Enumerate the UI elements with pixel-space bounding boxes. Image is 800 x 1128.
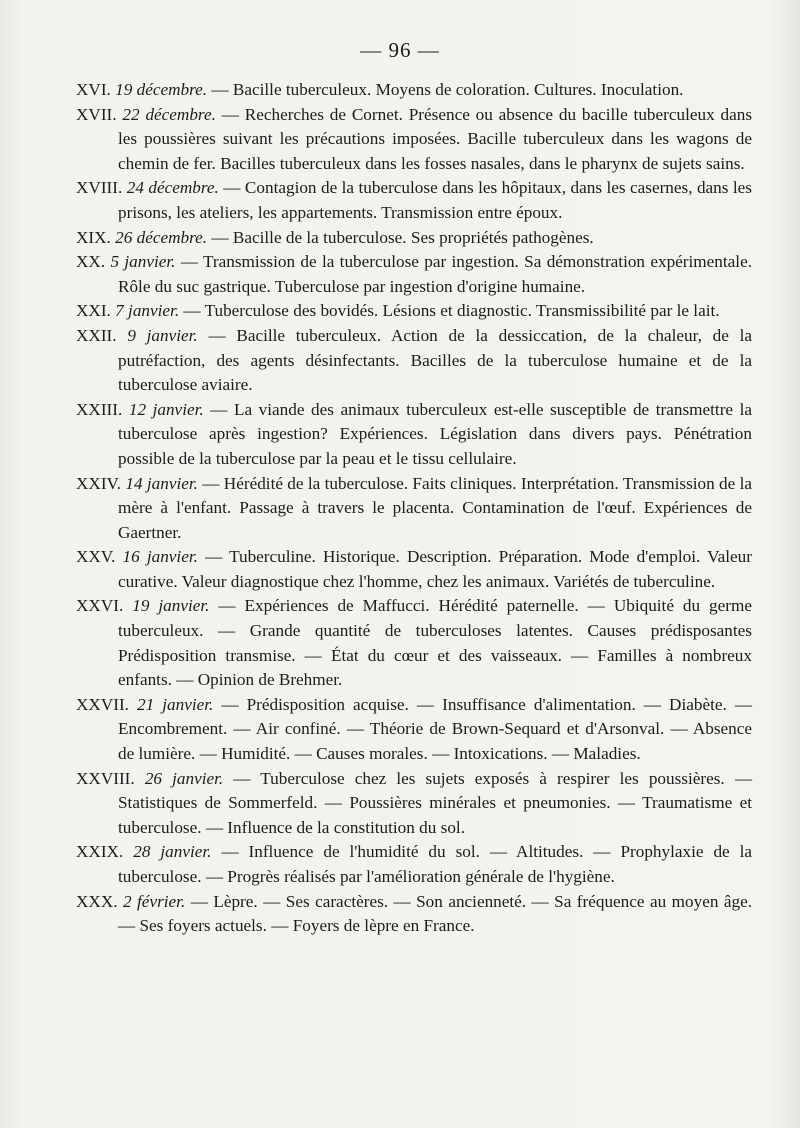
- entry-text: — Tuberculine. Historique. Description. Préparation. Mode d'emploi. Valeur curative. Valeur diagnostique chez l'homme, chez les animaux. Variétés de tuberculine.: [118, 547, 752, 591]
- entry-number: XVIII.: [76, 178, 123, 198]
- entry-date: 28 janvier.: [133, 842, 212, 862]
- entry-date: 2 février.: [123, 891, 186, 911]
- entry-number: XXI.: [76, 301, 111, 321]
- entry-date: 26 décembre.: [115, 227, 208, 247]
- list-item: [76, 767, 752, 841]
- list-item: [76, 693, 752, 767]
- entry-text: — Influence de l'humidité du sol. — Altitudes. — Prophylaxie de la tuberculose. — Progrès réalisés par l'amélioration générale de l'hygiène.: [118, 842, 753, 886]
- list-item: [76, 299, 752, 324]
- entry-number: XXIV.: [76, 473, 122, 493]
- entry-date: 16 janvier.: [122, 547, 198, 567]
- lecture-list: [76, 78, 752, 939]
- entry-text: — Prédisposition acquise. — Insuffisance d'alimentation. — Diabète. — Encombrement. — Air confiné. — Théorie de Brown-Sequard et d'Arsonval. — Absence de lumière. — Humidité. — Causes morales. — Intoxications. — Maladies.: [118, 694, 753, 764]
- entry-date: 22 décembre.: [122, 104, 216, 124]
- entry-date: 12 janvier.: [128, 399, 204, 419]
- entry-date: 24 décembre.: [126, 178, 219, 198]
- list-item: [76, 324, 752, 398]
- entry-text: — Bacille tuberculeux. Action de la dessiccation, de la chaleur, de la putréfaction, des agents désinfectants. Bacilles de la tuberculose humaine et de la tuberculose aviaire.: [118, 325, 752, 395]
- entry-number: XIX.: [76, 227, 111, 247]
- entry-text: — La viande des animaux tuberculeux est-elle susceptible de transmettre la tuberculose après ingestion? Expériences. Législation dans divers pays. Pénétration possible de la tuberculose par la peau et le tissu cellulaire.: [118, 399, 752, 468]
- entry-date: 26 janvier.: [144, 768, 224, 788]
- list-item: [76, 226, 752, 251]
- list-item: [76, 840, 752, 889]
- entry-text: — Tuberculose des bovidés. Lésions et diagnostic. Transmissibilité par le lait.: [179, 301, 720, 321]
- list-item: [76, 594, 752, 692]
- list-item: [76, 890, 752, 939]
- entry-date: 19 janvier.: [132, 596, 210, 616]
- entry-text: — Expériences de Maffucci. Hérédité paternelle. — Ubiquité du germe tuberculeux. — Grande quantité de tuberculoses latentes. Causes prédisposantes Prédisposition transmise. — État du cœur et des vaisseaux. — Familles à nombreux enfants. — Opinion de Brehmer.: [118, 596, 752, 690]
- list-item: [76, 250, 752, 299]
- list-item: [76, 103, 752, 177]
- list-item: [76, 545, 752, 594]
- list-item: [76, 176, 752, 225]
- entry-text: — Bacille tuberculeux. Moyens de coloration. Cultures. Inoculation.: [207, 80, 684, 99]
- page-number: — 96 —: [360, 38, 440, 62]
- entry-date: 21 janvier.: [137, 694, 214, 714]
- entry-text: — Contagion de la tuberculose dans les hôpitaux, dans les casernes, dans les prisons, les ateliers, les appartements. Transmission entre époux.: [118, 178, 752, 222]
- entry-number: XX.: [76, 252, 106, 272]
- entry-date: 14 janvier.: [125, 473, 198, 493]
- entry-number: XVII.: [76, 104, 117, 124]
- entry-number: XXX.: [76, 891, 118, 911]
- entry-text: — Transmission de la tuberculose par ingestion. Sa démonstration expérimentale. Rôle du suc gastrique. Tuberculose par ingestion d'origine humaine.: [118, 252, 753, 296]
- entry-number: XXII.: [76, 325, 117, 345]
- entry-number: XXIX.: [76, 842, 124, 862]
- entry-number: XXVII.: [76, 694, 129, 714]
- entry-text: — Recherches de Cornet. Présence ou absence du bacille tuberculeux dans les poussières suivant les précautions imposées. Bacille tuberculeux dans les wagons de chemin de fer. Bacilles tuberculeux dans les fosses nasales, dans le pharynx de sujets sains.: [118, 104, 753, 173]
- entry-text: — Lèpre. — Ses caractères. — Son ancienneté. — Sa fréquence au moyen âge. — Ses foyers actuels. — Foyers de lèpre en France.: [118, 891, 753, 936]
- entry-number: XVI.: [76, 80, 111, 99]
- entry-number: XXV.: [76, 547, 116, 567]
- list-item: [76, 398, 752, 472]
- entry-number: XXVI.: [76, 596, 124, 616]
- entry-date: 7 janvier.: [115, 301, 180, 321]
- entry-number: XXIII.: [76, 399, 123, 419]
- entry-text: — Hérédité de la tuberculose. Faits cliniques. Interprétation. Transmission de la mère à l'enfant. Passage à travers le placenta. Contamination de l'œuf. Expériences de Gaertner.: [118, 473, 752, 542]
- entry-date: 19 décembre.: [115, 80, 208, 99]
- list-item: [76, 78, 752, 103]
- entry-date: 9 janvier.: [127, 325, 198, 345]
- entry-number: XXVIII.: [76, 768, 135, 788]
- entry-date: 5 janvier.: [110, 252, 176, 272]
- entry-text: — Tuberculose chez les sujets exposés à respirer les poussières. — Statistiques de Sommerfeld. — Poussières minérales et pneumonies. — Traumatisme et tuberculose. — Influence de la constitution du sol.: [118, 768, 753, 837]
- entry-text: — Bacille de la tuberculose. Ses propriétés pathogènes.: [207, 227, 594, 247]
- list-item: [76, 472, 752, 546]
